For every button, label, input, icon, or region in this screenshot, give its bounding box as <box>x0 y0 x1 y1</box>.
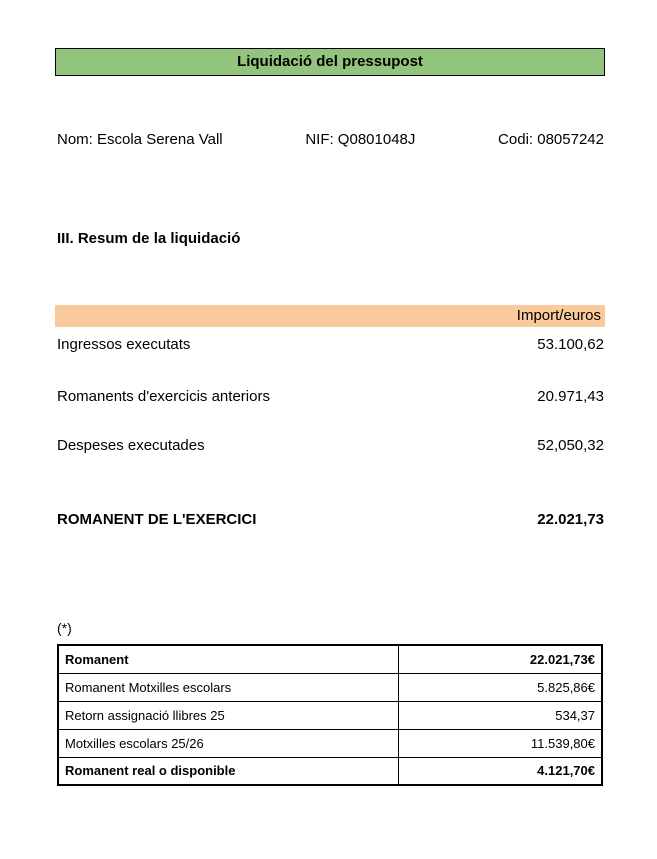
summary-label: Romanents d'exercicis anteriors <box>57 388 270 405</box>
table-row-motxilles-2526 <box>58 729 602 757</box>
document-page <box>0 48 657 859</box>
table-row-retorn <box>58 701 602 729</box>
summary-row-romanents <box>57 388 604 405</box>
detail-table <box>57 644 603 786</box>
summary-value: 20.971,43 <box>537 388 604 405</box>
table-cell-value: 4.121,70€ <box>398 757 602 785</box>
section-heading: III. Resum de la liquidació <box>57 230 241 247</box>
summary-row-romanent-exercici <box>57 511 604 528</box>
summary-value: 53.100,62 <box>537 336 604 353</box>
table-row-romanent-real <box>58 757 602 785</box>
table-cell-value: 22.021,73€ <box>398 645 602 673</box>
title-bar <box>55 48 605 76</box>
school-nif: NIF: Q0801048J <box>305 131 416 148</box>
table-cell-label: Romanent real o disponible <box>58 757 398 785</box>
table-cell-label: Motxilles escolars 25/26 <box>58 729 398 757</box>
table-row-romanent <box>58 645 602 673</box>
table-cell-label: Retorn assignació llibres 25 <box>58 701 398 729</box>
summary-value: 52,050,32 <box>537 437 604 454</box>
table-cell-value: 5.825,86€ <box>398 673 602 701</box>
school-name: Nom: Escola Serena Vall <box>57 131 223 148</box>
school-info-row <box>57 131 604 148</box>
table-cell-value: 534,37 <box>398 701 602 729</box>
summary-label: ROMANENT DE L'EXERCICI <box>57 511 257 528</box>
summary-label: Despeses executades <box>57 437 205 454</box>
footnote-marker: (*) <box>57 620 72 636</box>
summary-row-ingressos <box>57 336 604 353</box>
import-header-band <box>55 305 605 327</box>
table-cell-label: Romanent Motxilles escolars <box>58 673 398 701</box>
summary-row-despeses <box>57 437 604 454</box>
table-row-motxilles <box>58 673 602 701</box>
table-cell-value: 11.539,80€ <box>398 729 602 757</box>
summary-label: Ingressos executats <box>57 336 191 353</box>
document-title: Liquidació del pressupost <box>237 53 423 70</box>
import-header-label: Import/euros <box>516 307 601 324</box>
summary-list <box>57 336 604 528</box>
table-cell-label: Romanent <box>58 645 398 673</box>
summary-value: 22.021,73 <box>537 511 604 528</box>
school-code: Codi: 08057242 <box>498 131 604 148</box>
